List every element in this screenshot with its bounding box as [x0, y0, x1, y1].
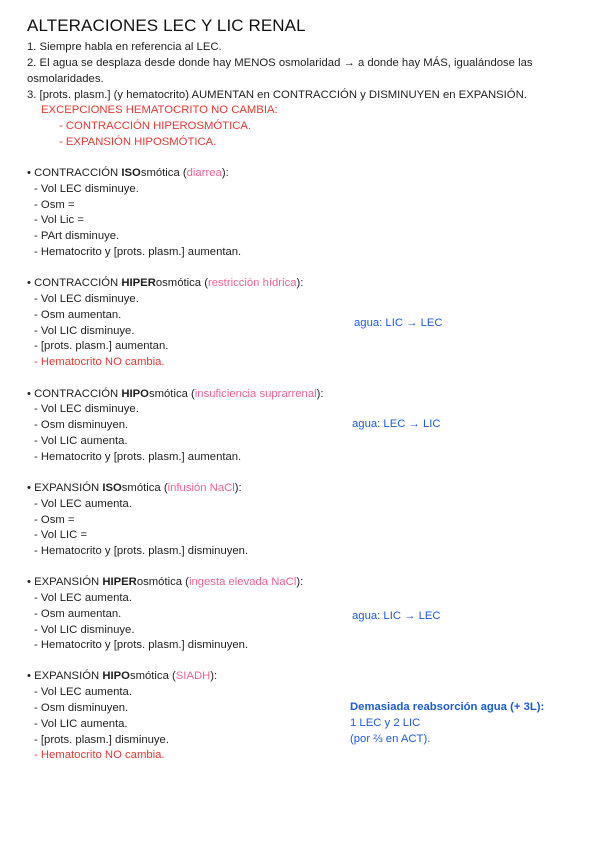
water-shift-note — [352, 417, 441, 433]
list-item-highlight: - Hematocrito NO cambia. — [34, 356, 165, 368]
section-heading — [27, 166, 229, 181]
heading-emphasis: ISO — [121, 167, 141, 179]
list-item: - Hematocrito y [prots. plasm.] aumentan. — [34, 451, 242, 463]
list-item: - Hematocrito y [prots. plasm.] disminuyen. — [34, 545, 249, 557]
list-item: - Vol LIC aumenta. — [34, 435, 128, 447]
note-text: LEC → LIC — [380, 418, 441, 430]
list-item: - Vol LIC disminuye. — [34, 624, 135, 636]
list-item: - [prots. plasm.] disminuye. — [34, 734, 169, 746]
heading-emphasis: HIPER — [102, 576, 137, 588]
list-item: - Osm = — [34, 514, 75, 526]
intro-point-3: 3. [prots. plasm.] (y hematocrito) AUMENTAN en CONTRACCIÓN y DISMINUYEN en EXPANSIÓN. — [27, 89, 527, 101]
section-heading — [27, 276, 303, 291]
list-item: - Osm = — [34, 199, 75, 211]
heading-emphasis: HIPO — [102, 670, 130, 682]
heading-suffix: smótica ( — [129, 670, 176, 682]
heading-prefix: • EXPANSIÓN — [27, 576, 103, 588]
heading-prefix: • CONTRACCIÓN — [27, 277, 122, 289]
heading-suffix: smótica ( — [121, 482, 168, 494]
water-shift-note — [354, 316, 443, 332]
list-item-highlight: - Hematocrito NO cambia. — [34, 749, 165, 761]
heading-prefix: • CONTRACCIÓN — [27, 388, 122, 400]
list-item: - Osm disminuyen. — [34, 702, 129, 714]
heading-end: ): — [296, 576, 304, 588]
intro-point-2-continued: osmolaridades. — [27, 73, 104, 85]
heading-emphasis: HIPER — [121, 277, 156, 289]
cause-label: infusión NaCl — [167, 482, 235, 494]
heading-end: ): — [210, 670, 218, 682]
heading-prefix: • EXPANSIÓN — [27, 670, 103, 682]
water-shift-note — [352, 609, 441, 625]
heading-prefix: • CONTRACCIÓN — [27, 167, 122, 179]
heading-emphasis: HIPO — [121, 388, 149, 400]
list-item: - PArt disminuye. — [34, 230, 120, 242]
list-item: - Hematocrito y [prots. plasm.] disminuyen. — [34, 639, 249, 651]
section-heading — [27, 481, 242, 496]
reabsorption-note-line: 1 LEC y 2 LIC — [350, 717, 421, 729]
list-item: - Vol LEC disminuye. — [34, 183, 139, 195]
list-item: - Vol LIC = — [34, 529, 88, 541]
note-label: agua: — [352, 418, 381, 430]
list-item: - Osm aumentan. — [34, 309, 122, 321]
heading-suffix: osmótica ( — [155, 277, 208, 289]
list-item: - Osm aumentan. — [34, 608, 122, 620]
heading-emphasis: ISO — [102, 482, 122, 494]
heading-prefix: • EXPANSIÓN — [27, 482, 103, 494]
heading-end: ): — [221, 167, 229, 179]
heading-suffix: osmótica ( — [136, 576, 189, 588]
reabsorption-note-line: (por ⅔ en ACT). — [350, 733, 431, 745]
heading-end: ): — [316, 388, 324, 400]
list-item: - Vol LEC aumenta. — [34, 498, 132, 510]
reabsorption-note-title: Demasiada reabsorción agua (+ 3L): — [350, 701, 545, 713]
list-item: - Vol LEC disminuye. — [34, 293, 139, 305]
cause-label: ingesta elevada NaCl — [188, 576, 297, 588]
heading-end: ): — [296, 277, 304, 289]
list-item: - Vol LIC aumenta. — [34, 718, 128, 730]
section-heading — [27, 387, 324, 402]
note-text: LIC → LEC — [380, 610, 441, 622]
list-item: - Vol Lic = — [34, 214, 84, 226]
heading-suffix: smótica ( — [148, 388, 195, 400]
page-title: ALTERACIONES LEC Y LIC RENAL — [27, 16, 306, 35]
intro-point-1: 1. Siempre habla en referencia al LEC. — [27, 41, 222, 53]
note-label: agua: — [354, 317, 383, 329]
exceptions-title: EXCEPCIONES HEMATOCRITO NO CAMBIA: — [41, 104, 278, 116]
note-text: LIC → LEC — [382, 317, 443, 329]
exception-item-2: - EXPANSIÓN HIPOSMÓTICA. — [59, 136, 217, 148]
section-heading — [27, 575, 303, 590]
list-item: - Vol LIC disminuye. — [34, 325, 135, 337]
list-item: - Vol LEC aumenta. — [34, 686, 132, 698]
cause-label: insuficiencia suprarrenal — [194, 388, 317, 400]
list-item: - Vol LEC aumenta. — [34, 592, 132, 604]
list-item: - [prots. plasm.] aumentan. — [34, 340, 169, 352]
heading-end: ): — [234, 482, 242, 494]
note-label: agua: — [352, 610, 381, 622]
heading-suffix: smótica ( — [140, 167, 187, 179]
cause-label: restricción hídrica — [207, 277, 297, 289]
cause-label: SIADH — [175, 670, 211, 682]
exception-item-1: - CONTRACCIÓN HIPEROSMÓTICA. — [59, 120, 252, 132]
cause-label: diarrea — [186, 167, 222, 179]
list-item: - Vol LEC disminuye. — [34, 403, 139, 415]
section-heading — [27, 669, 217, 684]
list-item: - Hematocrito y [prots. plasm.] aumentan. — [34, 246, 242, 258]
list-item: - Osm disminuyen. — [34, 419, 129, 431]
intro-point-2: 2. El agua se desplaza desde donde hay MENOS osmolaridad → a donde hay MÁS, igualándose las — [27, 57, 533, 69]
